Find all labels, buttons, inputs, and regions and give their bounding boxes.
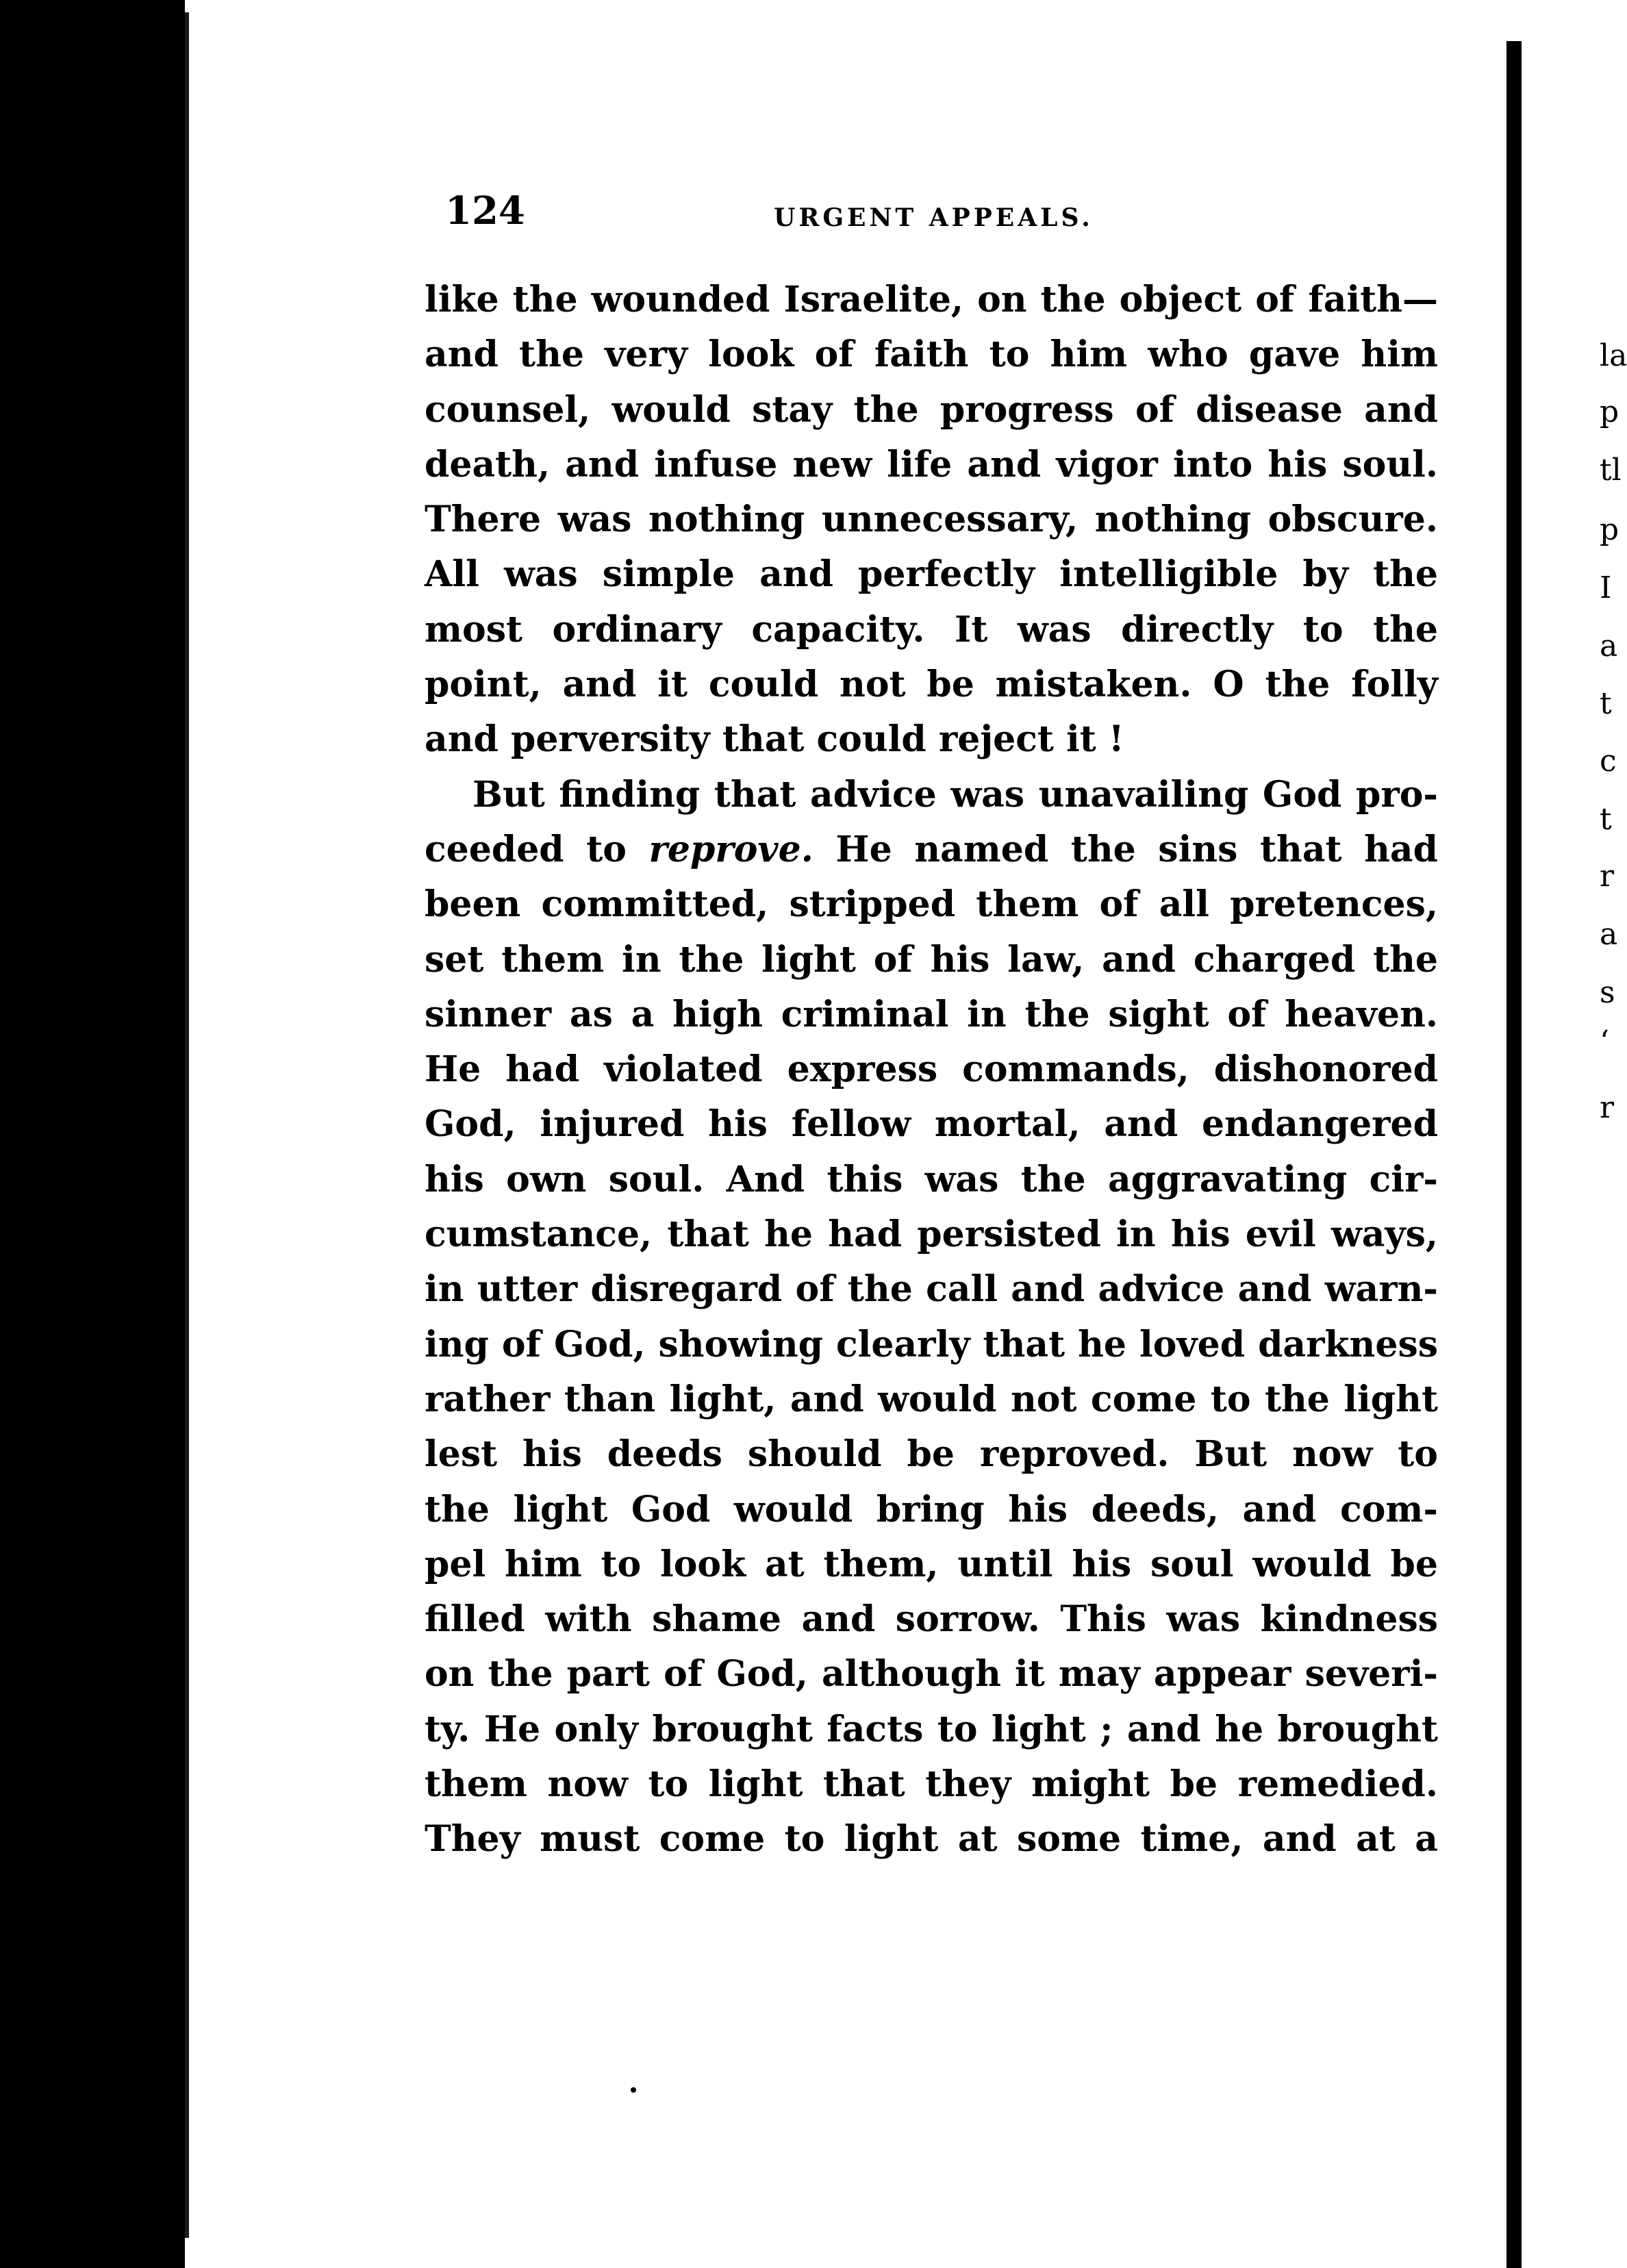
text-line: his own soul. And this was the aggravating cir- — [425, 1158, 1438, 1200]
text-line: the light God would bring his deeds, and com- — [425, 1488, 1438, 1530]
next-page-sliver — [1522, 41, 1627, 2268]
page-number: 124 — [445, 188, 525, 234]
body-text — [425, 273, 1438, 1867]
next-page-fragment: a — [1600, 917, 1618, 952]
text-line: been committed, stripped them of all pretences, — [425, 883, 1438, 926]
text-line: But finding that advice was unavailing God pro- — [472, 773, 1438, 816]
next-page-fragment: p — [1600, 512, 1619, 547]
ink-speck — [631, 2087, 636, 2093]
text-line: set them in the light of his law, and charged the — [425, 938, 1438, 981]
text-line: and perversity that could reject it ! — [425, 718, 1124, 761]
page-header — [445, 188, 1452, 243]
text-line: counsel, would stay the progress of disease and — [425, 388, 1438, 431]
paragraph — [425, 768, 1438, 1867]
text-line: ty. He only brought facts to light ; and he brought — [425, 1708, 1438, 1750]
text-line: rather than light, and would not come to the light — [425, 1378, 1438, 1420]
book-binding-edge — [0, 0, 185, 2268]
text-run: He named the sins that had — [813, 828, 1438, 870]
text-line: in utter disregard of the call and advice and warn- — [425, 1268, 1438, 1311]
next-page-fragment: c — [1600, 744, 1617, 779]
text-line: He had violated express commands, dishonored — [425, 1048, 1438, 1091]
text-line — [425, 822, 1438, 877]
next-page-fragment: r — [1600, 859, 1615, 894]
text-line: sinner as a high criminal in the sight of heaven. — [425, 993, 1438, 1035]
text-line: lest his deeds should be reproved. But now to — [425, 1433, 1438, 1476]
next-page-fragment: ‘ — [1600, 1024, 1609, 1059]
text-line: filled with shame and sorrow. This was kindness — [425, 1598, 1438, 1641]
text-line: All was simple and perfectly intelligible by the — [425, 553, 1438, 596]
running-head: URGENT APPEALS. — [774, 203, 1094, 232]
page-gutter — [1506, 41, 1522, 2268]
text-line: They must come to light at some time, and at a — [425, 1818, 1438, 1861]
next-page-fragment: t — [1600, 686, 1612, 721]
text-line: them now to light that they might be remedied. — [425, 1763, 1438, 1806]
italic-word: reprove. — [648, 828, 814, 870]
next-page-fragment: I — [1600, 570, 1612, 605]
next-page-fragment: tl — [1600, 453, 1622, 488]
text-run: ceeded to — [425, 828, 649, 870]
next-page-fragment: s — [1600, 975, 1615, 1010]
next-page-fragment: t — [1600, 802, 1612, 837]
text-line: death, and infuse new life and vigor into his soul. — [425, 443, 1438, 486]
next-page-fragment: la — [1600, 338, 1627, 373]
next-page-fragment: r — [1600, 1090, 1615, 1125]
text-line: cumstance, that he had persisted in his evil ways, — [425, 1213, 1438, 1256]
text-line: There was nothing unnecessary, nothing obscure. — [425, 499, 1438, 541]
text-line: pel him to look at them, until his soul would be — [425, 1543, 1438, 1585]
next-page-fragment: a — [1600, 629, 1618, 664]
text-line: God, injured his fellow mortal, and endangered — [425, 1103, 1438, 1146]
paragraph — [425, 273, 1438, 768]
text-line: like the wounded Israelite, on the object of faith— — [425, 279, 1438, 320]
text-line: ing of God, showing clearly that he loved darkness — [425, 1323, 1438, 1365]
text-line: most ordinary capacity. It was directly to the — [425, 608, 1438, 651]
text-line: on the part of God, although it may appear severi- — [425, 1653, 1438, 1696]
text-line: point, and it could not be mistaken. O the folly — [425, 664, 1438, 706]
text-line: and the very look of faith to him who gave him — [425, 333, 1438, 376]
next-page-fragment: p — [1600, 394, 1619, 429]
